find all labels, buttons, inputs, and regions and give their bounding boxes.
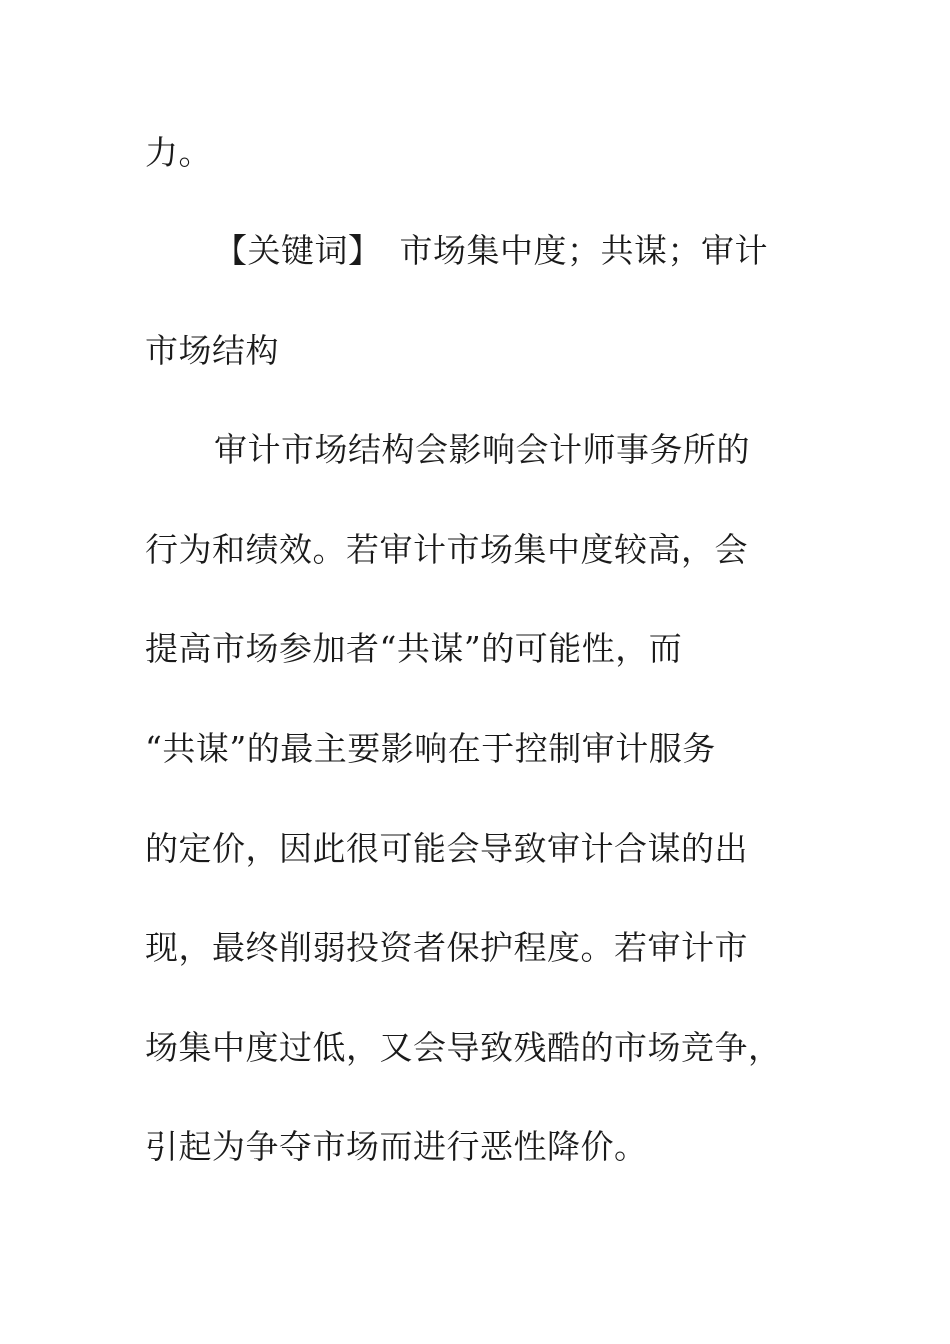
keywords-line (214, 231, 874, 271)
keywords-values: 市场集中度；共谋；审计 (399, 231, 768, 270)
keywords-label: 【关键词】 (214, 231, 382, 270)
text-line: 市场结构 (145, 331, 279, 370)
text-line: 力。 (145, 133, 212, 172)
text-line: 引起为争夺市场而进行恶性降价。 (145, 1127, 648, 1166)
text-line: 现，最终削弱投资者保护程度。若审计市 (145, 928, 748, 967)
text-line: 的定价，因此很可能会导致审计合谋的出 (145, 829, 748, 868)
text-line: 行为和绩效。若审计市场集中度较高，会 (145, 530, 748, 569)
paragraph-first-line: 审计市场结构会影响会计师事务所的 (214, 430, 750, 469)
text-line: 提高市场参加者“共谋”的可能性，而 (145, 629, 683, 668)
text-line: 场集中度过低，又会导致残酷的市场竞争， (145, 1028, 782, 1067)
text-line: “共谋”的最主要影响在于控制审计服务 (145, 729, 716, 768)
